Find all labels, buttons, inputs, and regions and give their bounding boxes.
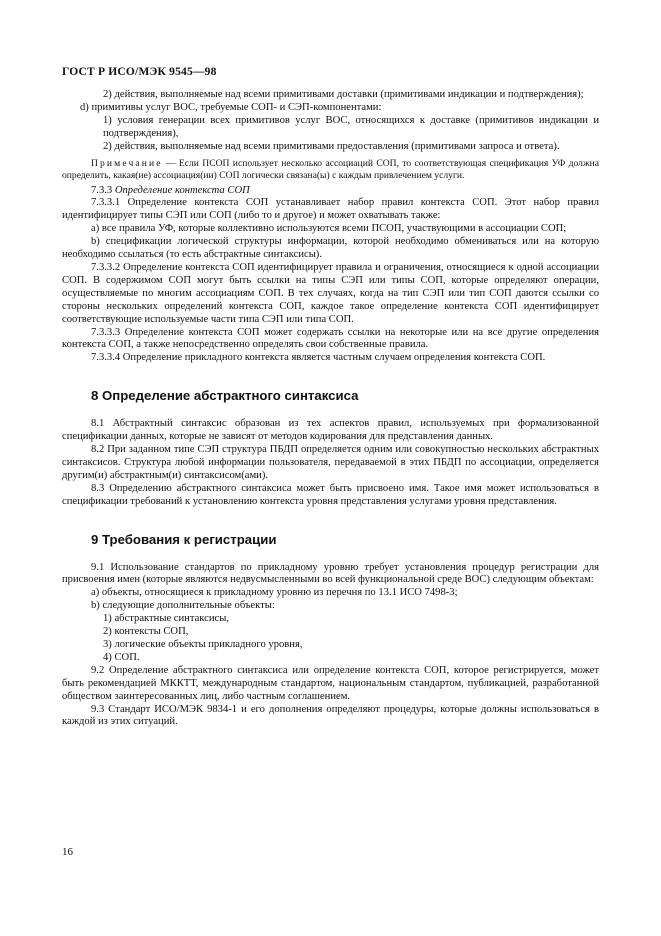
document-header: ГОСТ Р ИСО/МЭК 9545—98 — [62, 66, 217, 78]
list-item: b) спецификации логической структуры информации, которой необходимо обмениваться или на которую необходимо ссылаться (то есть абстрактные синтаксисы). — [62, 236, 599, 261]
paragraph: 7.3.3.2 Определение контекста СОП идентифицирует правила и ограничения, относящиеся к одной ассоциации СОП. В содержимом СОП могут быть ссылки на типы СЭП или типы СОП, которые определяют операции, осуществляемые по многим ассоциациям СОП. В тех случаях, когда на тип СЭП или тип СОП даются ссылки со стороны нескольких определений контекста СОП, каждое такое определение контекста СОП идентифицирует соответствующие используемые части типа СЭП или типа СОП. — [62, 261, 599, 325]
paragraph: 8.3 Определению абстрактного синтаксиса может быть присвоено имя. Такое имя может использоваться в спецификации требований к установлению контекста уровня представления услугами уровня представления. — [62, 482, 599, 507]
list-item: b) следующие дополнительные объекты: — [91, 600, 275, 612]
list-item: 3) логические объекты прикладного уровня, — [103, 639, 303, 650]
page-number: 16 — [62, 846, 73, 858]
list-item: 4) СОП. — [103, 651, 140, 663]
paragraph: 7.3.3.3 Определение контекста СОП может содержать ссылки на некоторые или на все другие определения контекста СОП, а также непосредственно определять свои собственные правила. — [62, 326, 599, 351]
subsection-heading — [62, 185, 599, 198]
list-item: 2) действия, выполняемые над всеми примитивами доставки (примитивами индикации и подтверждения); — [103, 89, 584, 100]
note-text: — Если ПСОП использует несколько ассоциаций СОП, то соответствующая спецификация УФ должна определить, какая(ие) ассоциация(ии) СОП логически связана(ы) с каждым привлечением услуги. — [62, 157, 599, 181]
note-label: Примечание — [91, 157, 163, 169]
list-item: a) все правила УФ, которые коллективно используются всеми ПСОП, участвующими в ассоциации СОП; — [91, 223, 567, 235]
list-item: 1) абстрактные синтаксисы, — [103, 613, 230, 625]
list-item: d) примитивы услуг ВОС, требуемые СОП- и СЭП-компонентами: — [80, 101, 382, 113]
paragraph: 7.3.3.4 Определение прикладного контекста является частным случаем определения контекста СОП. — [91, 352, 546, 364]
paragraph: 8.1 Абстрактный синтаксис образован из тех аспектов правил, используемых при формализованной спецификации данных, которые не зависят от методов кодирования для представления данных. — [62, 418, 599, 443]
note-paragraph — [62, 158, 599, 182]
subsection-title: Определение контекста СОП — [114, 184, 250, 196]
paragraph: 9.3 Стандарт ИСО/МЭК 9834-1 и его дополнения определяют процедуры, которые должны использоваться в каждой из этих ситуаций. — [62, 703, 599, 728]
section-heading-9: 9 Требования к регистрации — [91, 531, 277, 547]
list-item: a) объекты, относящиеся к прикладному уровню из перечня по 13.1 ИСО 7498-3; — [91, 587, 458, 599]
list-item: 2) действия, выполняемые над всеми примитивами предоставления (примитивами запроса и ответа). — [103, 140, 560, 152]
section-heading-8: 8 Определение абстрактного синтаксиса — [91, 388, 359, 404]
list-item: 2) контексты СОП, — [103, 626, 189, 638]
paragraph: 8.2 При заданном типе СЭП структура ПБДП определяется одним или совокупностью нескольких абстрактных синтаксисов. Структура любой информации пользователя, передаваемой в этих ПБДП по ассоциации, определяется другим(и) абстрактным(и) синтаксисом(ами). — [62, 444, 599, 481]
paragraph: 9.1 Использование стандартов по прикладному уровню требует установления процедур регистрации для присвоения имен (которые являются недвусмысленными во всей функциональной среде ВОС) следующим объектам: — [62, 561, 599, 586]
paragraph: 7.3.3.1 Определение контекста СОП устанавливает набор правил контекста СОП. Этот набор правил идентифицирует типы СЭП или СОП (либо то и другое) и может охватывать также: — [62, 197, 599, 222]
paragraph: 9.2 Определение абстрактного синтаксиса или определение контекста СОП, которое регистрируется, может быть рекомендацией МККТТ, международным стандартом, национальным стандартом, публикацией, разработанной обществом заинтересованных лиц, либо частным соглашением. — [62, 664, 599, 702]
list-item: 1) условия генерации всех примитивов услуг ВОС, относящихся к доставке (примитивов индикации и подтверждения), — [103, 114, 599, 139]
page-content — [62, 89, 599, 729]
subsection-number: 7.3.3 — [91, 184, 113, 196]
